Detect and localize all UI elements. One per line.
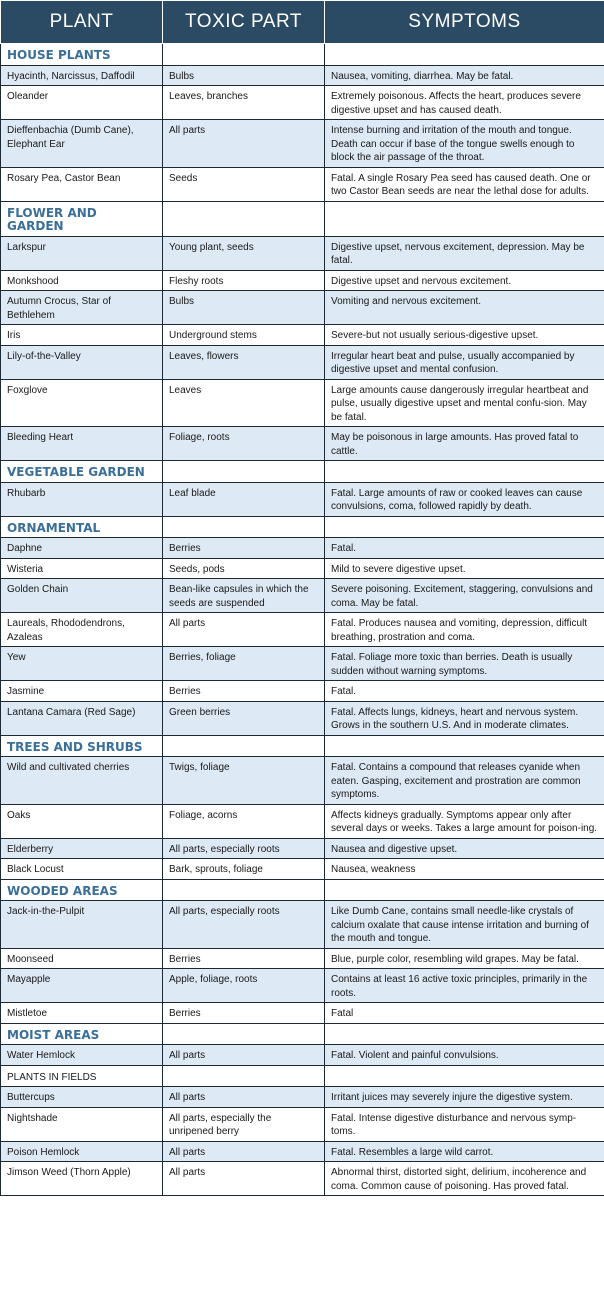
symptoms-cell: Affects kidneys gradually. Symptoms appear only after several days or weeks. Takes a large amount for poison-ing.	[325, 804, 604, 838]
table-row	[1, 757, 604, 805]
section-header-row	[1, 1065, 604, 1087]
table-row	[1, 579, 604, 613]
empty-cell	[163, 516, 325, 538]
symptoms-cell: Fatal.	[325, 681, 604, 702]
plant-name-cell: Oleander	[1, 86, 163, 120]
table-row	[1, 859, 604, 880]
section-header-row	[1, 1023, 604, 1045]
table-row	[1, 647, 604, 681]
table-row	[1, 701, 604, 735]
toxic-part-column-header: TOXIC PART	[163, 1, 325, 44]
symptoms-cell: Intense burning and irritation of the mouth and tongue. Death can occur if base of the tongue swells enough to block the air passage of the throat.	[325, 120, 604, 168]
section-title: PLANTS IN FIELDS	[1, 1065, 163, 1087]
toxic-part-cell: Berries	[163, 1003, 325, 1024]
toxic-part-cell: All parts	[163, 1045, 325, 1066]
toxic-part-cell: Bean-like capsules in which the seeds are suspended	[163, 579, 325, 613]
toxic-part-cell: Seeds	[163, 167, 325, 201]
plant-name-cell: Mistletoe	[1, 1003, 163, 1024]
symptoms-cell: Mild to severe digestive upset.	[325, 558, 604, 579]
empty-cell	[163, 461, 325, 483]
section-header-row	[1, 516, 604, 538]
toxic-part-cell: All parts	[163, 1087, 325, 1108]
plant-name-cell: Lantana Camara (Red Sage)	[1, 701, 163, 735]
plant-name-cell: Bleeding Heart	[1, 427, 163, 461]
symptoms-cell: Severe-but not usually serious-digestive upset.	[325, 325, 604, 346]
plant-name-cell: Moonseed	[1, 948, 163, 969]
plant-name-cell: Nightshade	[1, 1107, 163, 1141]
symptoms-cell: Irregular heart beat and pulse, usually accompanied by digestive upset and mental confusion.	[325, 345, 604, 379]
empty-cell	[163, 44, 325, 66]
symptoms-cell: Extremely poisonous. Affects the heart, produces severe digestive upset and has caused death.	[325, 86, 604, 120]
table-row	[1, 838, 604, 859]
empty-cell	[325, 1065, 604, 1087]
toxic-part-cell: Underground stems	[163, 325, 325, 346]
empty-cell	[325, 516, 604, 538]
plant-name-cell: Monkshood	[1, 270, 163, 291]
toxic-part-cell: Berries, foliage	[163, 647, 325, 681]
toxic-part-cell: Berries	[163, 538, 325, 559]
symptoms-cell: Irritant juices may severely injure the digestive system.	[325, 1087, 604, 1108]
toxic-part-cell: All parts, especially the unripened berry	[163, 1107, 325, 1141]
symptoms-cell: Abnormal thirst, distorted sight, delirium, incoherence and coma. Common cause of poisoning. Has proved fatal.	[325, 1162, 604, 1196]
empty-cell	[325, 201, 604, 236]
symptoms-column-header: SYMPTOMS	[325, 1, 604, 44]
plant-name-cell: Wisteria	[1, 558, 163, 579]
symptoms-cell: Fatal. Foliage more toxic than berries. Death is usually sudden without warning symptoms.	[325, 647, 604, 681]
table-row	[1, 86, 604, 120]
section-title: WOODED AREAS	[1, 879, 163, 901]
plant-column-header: PLANT	[1, 1, 163, 44]
table-row	[1, 345, 604, 379]
plant-name-cell: Daphne	[1, 538, 163, 559]
plant-name-cell: Lily-of-the-Valley	[1, 345, 163, 379]
table-row	[1, 1162, 604, 1196]
section-title: VEGETABLE GARDEN	[1, 461, 163, 483]
table-row	[1, 1141, 604, 1162]
section-title: MOIST AREAS	[1, 1023, 163, 1045]
section-header-row	[1, 461, 604, 483]
empty-cell	[325, 44, 604, 66]
plant-name-cell: Elderberry	[1, 838, 163, 859]
plant-name-cell: Hyacinth, Narcissus, Daffodil	[1, 65, 163, 86]
toxic-part-cell: Berries	[163, 948, 325, 969]
header-row	[1, 1, 604, 44]
table-row	[1, 538, 604, 559]
section-title: HOUSE PLANTS	[1, 44, 163, 66]
empty-cell	[163, 735, 325, 757]
symptoms-cell: May be poisonous in large amounts. Has proved fatal to cattle.	[325, 427, 604, 461]
table-row	[1, 236, 604, 270]
plant-name-cell: Larkspur	[1, 236, 163, 270]
section-title: ORNAMENTAL	[1, 516, 163, 538]
symptoms-cell: Fatal. Produces nausea and vomiting, depression, difficult breathing, prostration and coma.	[325, 613, 604, 647]
symptoms-cell: Fatal. Resembles a large wild carrot.	[325, 1141, 604, 1162]
table-row	[1, 948, 604, 969]
table-row	[1, 681, 604, 702]
table-row	[1, 167, 604, 201]
plant-name-cell: Yew	[1, 647, 163, 681]
plant-name-cell: Laureals, Rhododendrons, Azaleas	[1, 613, 163, 647]
plant-name-cell: Jasmine	[1, 681, 163, 702]
plant-name-cell: Autumn Crocus, Star of Bethlehem	[1, 291, 163, 325]
table-row	[1, 1003, 604, 1024]
table-row	[1, 379, 604, 427]
plant-name-cell: Mayapple	[1, 969, 163, 1003]
toxic-part-cell: All parts	[163, 1162, 325, 1196]
section-header-row	[1, 879, 604, 901]
toxic-part-cell: Seeds, pods	[163, 558, 325, 579]
plant-name-cell: Iris	[1, 325, 163, 346]
toxic-part-cell: Bulbs	[163, 291, 325, 325]
table-row	[1, 1045, 604, 1066]
table-row	[1, 325, 604, 346]
symptoms-cell: Fatal. A single Rosary Pea seed has caused death. One or two Castor Bean seeds are near the lethal dose for adults.	[325, 167, 604, 201]
plant-name-cell: Rosary Pea, Castor Bean	[1, 167, 163, 201]
plant-name-cell: Jack-in-the-Pulpit	[1, 901, 163, 949]
plant-name-cell: Foxglove	[1, 379, 163, 427]
section-header-row	[1, 735, 604, 757]
toxic-part-cell: Twigs, foliage	[163, 757, 325, 805]
toxic-part-cell: Berries	[163, 681, 325, 702]
symptoms-cell: Like Dumb Cane, contains small needle-like crystals of calcium oxalate that cause intense irritation and burning of the mouth and tongue.	[325, 901, 604, 949]
symptoms-cell: Fatal. Contains a compound that releases cyanide when eaten. Gasping, excitement and prostration are common symptoms.	[325, 757, 604, 805]
table-row	[1, 270, 604, 291]
table-row	[1, 1087, 604, 1108]
plant-name-cell: Dieffenbachia (Dumb Cane), Elephant Ear	[1, 120, 163, 168]
plant-name-cell: Jimson Weed (Thorn Apple)	[1, 1162, 163, 1196]
empty-cell	[163, 1023, 325, 1045]
empty-cell	[163, 1065, 325, 1087]
toxic-part-cell: All parts	[163, 613, 325, 647]
symptoms-cell: Fatal. Intense digestive disturbance and nervous symp-toms.	[325, 1107, 604, 1141]
toxic-part-cell: Foliage, roots	[163, 427, 325, 461]
toxic-part-cell: Leaves, branches	[163, 86, 325, 120]
plant-name-cell: Golden Chain	[1, 579, 163, 613]
section-header-row	[1, 44, 604, 66]
table-row	[1, 804, 604, 838]
table-row	[1, 613, 604, 647]
empty-cell	[325, 879, 604, 901]
symptoms-cell: Vomiting and nervous excitement.	[325, 291, 604, 325]
toxic-part-cell: Foliage, acorns	[163, 804, 325, 838]
table-row	[1, 482, 604, 516]
toxic-part-cell: Apple, foliage, roots	[163, 969, 325, 1003]
empty-cell	[325, 1023, 604, 1045]
toxic-part-cell: Leaves, flowers	[163, 345, 325, 379]
symptoms-cell: Fatal. Large amounts of raw or cooked leaves can cause convulsions, coma, followed rapidly by death.	[325, 482, 604, 516]
toxic-part-cell: Leaf blade	[163, 482, 325, 516]
toxic-part-cell: Young plant, seeds	[163, 236, 325, 270]
empty-cell	[163, 879, 325, 901]
table-row	[1, 1107, 604, 1141]
plant-name-cell: Rhubarb	[1, 482, 163, 516]
empty-cell	[325, 735, 604, 757]
plant-name-cell: Black Locust	[1, 859, 163, 880]
symptoms-cell: Fatal. Affects lungs, kidneys, heart and nervous system. Grows in the southern U.S. And in moderate climates.	[325, 701, 604, 735]
table-row	[1, 291, 604, 325]
symptoms-cell: Large amounts cause dangerously irregular heartbeat and pulse, usually digestive upset and mental confu-sion. May be fatal.	[325, 379, 604, 427]
symptoms-cell: Contains at least 16 active toxic principles, primarily in the roots.	[325, 969, 604, 1003]
empty-cell	[163, 201, 325, 236]
symptoms-cell: Blue, purple color, resembling wild grapes. May be fatal.	[325, 948, 604, 969]
symptoms-cell: Fatal	[325, 1003, 604, 1024]
section-title: FLOWER AND GARDEN	[1, 201, 163, 236]
plant-name-cell: Water Hemlock	[1, 1045, 163, 1066]
symptoms-cell: Nausea, vomiting, diarrhea. May be fatal.	[325, 65, 604, 86]
symptoms-cell: Fatal.	[325, 538, 604, 559]
table-row	[1, 120, 604, 168]
toxic-part-cell: Green berries	[163, 701, 325, 735]
plant-name-cell: Wild and cultivated cherries	[1, 757, 163, 805]
symptoms-cell: Nausea, weakness	[325, 859, 604, 880]
plant-name-cell: Buttercups	[1, 1087, 163, 1108]
empty-cell	[325, 461, 604, 483]
table-row	[1, 427, 604, 461]
plant-name-cell: Oaks	[1, 804, 163, 838]
symptoms-cell: Severe poisoning. Excitement, staggering, convulsions and coma. May be fatal.	[325, 579, 604, 613]
table-row	[1, 65, 604, 86]
plant-name-cell: Poison Hemlock	[1, 1141, 163, 1162]
table-row	[1, 969, 604, 1003]
toxic-part-cell: Fleshy roots	[163, 270, 325, 291]
section-title: TREES AND SHRUBS	[1, 735, 163, 757]
table-body	[1, 44, 604, 1196]
toxic-part-cell: All parts, especially roots	[163, 901, 325, 949]
symptoms-cell: Nausea and digestive upset.	[325, 838, 604, 859]
symptoms-cell: Fatal. Violent and painful convulsions.	[325, 1045, 604, 1066]
table-row	[1, 901, 604, 949]
toxic-part-cell: All parts	[163, 120, 325, 168]
symptoms-cell: Digestive upset and nervous excitement.	[325, 270, 604, 291]
toxic-part-cell: Leaves	[163, 379, 325, 427]
toxic-part-cell: Bulbs	[163, 65, 325, 86]
section-header-row	[1, 201, 604, 236]
symptoms-cell: Digestive upset, nervous excitement, depression. May be fatal.	[325, 236, 604, 270]
toxic-part-cell: All parts	[163, 1141, 325, 1162]
toxic-part-cell: Bark, sprouts, foliage	[163, 859, 325, 880]
toxic-part-cell: All parts, especially roots	[163, 838, 325, 859]
table-row	[1, 558, 604, 579]
